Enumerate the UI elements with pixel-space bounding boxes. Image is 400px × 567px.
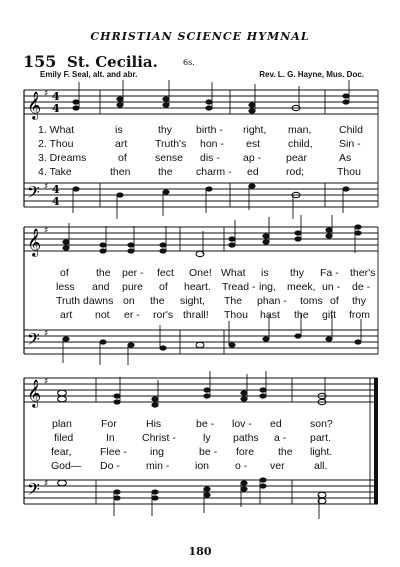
lyric-syllable: toms [300,295,323,307]
lyric-syllable: Truth dawns [56,295,114,307]
lyric-syllable: For [101,418,117,430]
lyric-syllable: Truth's [155,138,187,150]
svg-text:♯: ♯ [44,329,49,339]
lyric-syllable: Thou [337,166,361,178]
page-number: 180 [188,545,212,558]
lyric-syllable: part. [310,432,332,444]
lyric-syllable: meek, [287,281,316,293]
lyric-syllable: then [110,166,131,178]
lyric-syllable: ap - [243,152,262,164]
lyric-syllable: est [246,138,261,150]
lyric-syllable: Thou [224,309,248,321]
lyric-syllable: de - [352,281,371,293]
lyric-syllable: lov - [232,418,252,430]
lyric-syllable: 1. What [38,124,75,136]
lyric-syllable: the [158,166,173,178]
lyric-syllable: paths [233,432,259,444]
hymn-meter: 6s. [183,58,195,67]
lyric-syllable: of [60,267,69,279]
svg-text:𝄞: 𝄞 [27,228,42,256]
lyric-syllable: less [56,281,75,293]
svg-text:♯: ♯ [44,182,49,192]
lyric-syllable: dis - [200,152,220,164]
lyric-syllable: fect [157,267,174,279]
lyric-syllable: er - [124,309,140,321]
lyric-syllable: charm - [196,166,232,178]
lyric-syllable: the [294,309,309,321]
lyric-syllable: As [339,152,352,164]
lyric-syllable: ver [270,460,285,472]
lyric-syllable: Tread - [222,281,256,293]
lyric-syllable: Do - [100,460,120,472]
lyric-syllable: a - [274,432,287,444]
lyric-syllable: The [224,295,243,307]
svg-text:4: 4 [52,102,60,115]
lyric-syllable: Sin - [339,138,361,150]
lyric-syllable: filed [54,432,74,444]
hymn-title: St. Cecilia. [67,53,158,71]
lyric-syllable: be - [196,418,215,430]
svg-text:4: 4 [52,90,60,103]
lyric-syllable: not [95,309,110,321]
svg-text:𝄞: 𝄞 [27,379,42,407]
lyric-syllable: child, [288,138,313,150]
lyric-syllable: son? [310,418,333,430]
svg-text:𝄢: 𝄢 [27,479,40,503]
lyric-syllable: sight, [180,295,206,307]
lyric-syllable: What [221,267,246,279]
lyric-syllable: thy [352,295,367,307]
book-header: CHRISTIAN SCIENCE HYMNAL [90,30,310,43]
lyric-syllable: ion [195,460,210,472]
lyric-syllable: Christ - [142,432,176,444]
svg-text:♯: ♯ [44,479,49,489]
lyric-syllable: of [118,152,127,164]
lyric-syllable: ed [270,418,282,430]
lyric-syllable: right, [243,124,267,136]
lyric-syllable: heart. [184,281,211,293]
lyric-syllable: ly [203,432,211,444]
lyric-syllable: pure [122,281,144,293]
lyric-syllable: hast [260,309,280,321]
lyric-syllable: on [123,295,135,307]
lyric-syllable: Flee - [100,446,127,458]
lyric-syllable: ing, [259,281,276,293]
lyric-syllable: o - [235,460,248,472]
lyric-syllable: art [60,309,73,321]
svg-text:𝄞: 𝄞 [27,91,42,119]
lyric-syllable: of [330,295,339,307]
lyric-syllable: Fa - [320,267,339,279]
lyric-syllable: thrall! [183,309,209,321]
lyric-syllable: all. [314,460,328,472]
svg-text:𝄢: 𝄢 [27,182,40,206]
lyric-syllable: 2. Thou [38,138,74,150]
lyric-syllable: ror's [153,309,174,321]
lyric-syllable: birth - [196,124,223,136]
lyric-syllable: per - [122,267,144,279]
lyric-syllable: be - [199,446,218,458]
music-credit: Rev. L. G. Hayne, Mus. Doc. [259,70,364,79]
lyric-syllable: art [115,138,128,150]
svg-text:4: 4 [52,183,60,196]
lyric-syllable: ing [150,446,165,458]
lyric-syllable: God— [51,460,82,472]
lyric-syllable: from [349,309,370,321]
lyric-syllable: is [261,267,269,279]
lyric-syllable: In [106,432,115,444]
music-system-1 [0,80,400,220]
lyric-syllable: fear, [51,446,72,458]
svg-text:♯: ♯ [44,226,49,236]
lyric-syllable: un - [322,281,341,293]
lyric-syllable: gift [322,309,337,321]
words-credit: Emily F. Seal, alt. and abr. [40,70,138,79]
lyric-syllable: the [150,295,165,307]
lyric-syllable: light. [310,446,333,458]
svg-text:♯: ♯ [44,89,49,99]
lyric-syllable: hon - [200,138,224,150]
lyric-syllable: min - [146,460,170,472]
lyric-syllable: pear [286,152,308,164]
lyric-syllable: 3. Dreams [38,152,87,164]
hymn-number: 155 [23,52,57,71]
lyric-syllable: 4. Take [38,166,72,178]
lyric-syllable: man, [288,124,312,136]
lyric-syllable: the [278,446,293,458]
lyric-syllable: His [146,418,162,430]
lyric-syllable: fore [236,446,255,458]
lyric-syllable: thy [290,267,305,279]
svg-text:𝄢: 𝄢 [27,329,40,353]
lyric-syllable: phan - [257,295,287,307]
lyric-syllable: of [159,281,168,293]
lyric-syllable: ther's [350,267,376,279]
lyric-syllable: rod; [286,166,305,178]
lyric-syllable: sense [155,152,184,164]
lyric-syllable: thy [158,124,173,136]
svg-text:♯: ♯ [44,377,49,387]
svg-text:4: 4 [52,195,60,208]
lyric-syllable: the [96,267,111,279]
lyric-syllable: Child [339,124,363,136]
lyric-syllable: plan [52,418,72,430]
lyric-syllable: ed [247,166,259,178]
lyric-syllable: One! [189,267,212,279]
lyric-syllable: is [115,124,123,136]
lyric-syllable: and [92,281,110,293]
